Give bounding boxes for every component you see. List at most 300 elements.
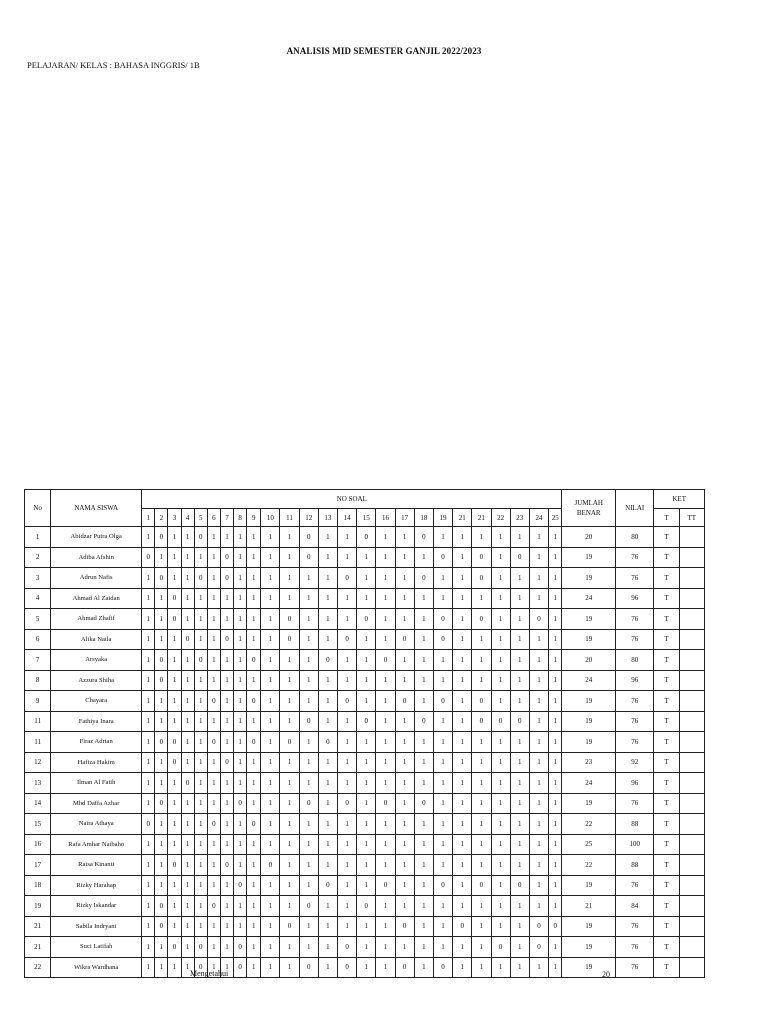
answer-cell: 1 (234, 916, 247, 937)
total-correct: 23 (562, 752, 616, 773)
header-remark: KET (654, 490, 705, 509)
answer-cell: 0 (168, 588, 181, 609)
answer-cell: 1 (234, 773, 247, 794)
answer-cell: 1 (549, 773, 562, 794)
answer-cell: 1 (414, 957, 433, 978)
row-number: 17 (25, 855, 51, 876)
answer-cell: 1 (207, 588, 220, 609)
answer-cell: 0 (155, 568, 168, 589)
answer-cell: 1 (234, 732, 247, 753)
answer-cell: 1 (318, 957, 337, 978)
student-name: Chayara (51, 691, 142, 712)
student-name: Ilman Al Fatih (51, 773, 142, 794)
answer-cell: 1 (142, 916, 155, 937)
answer-cell: 1 (357, 650, 376, 671)
question-number-header: 1 (142, 509, 155, 527)
answer-cell: 1 (453, 527, 472, 548)
answer-cell: 0 (472, 691, 491, 712)
answer-cell: 1 (261, 814, 280, 835)
question-number-header: 21 (472, 509, 491, 527)
answer-cell: 1 (357, 793, 376, 814)
student-name: Adrun Nafis (51, 568, 142, 589)
answer-cell: 1 (433, 650, 452, 671)
answer-cell: 1 (207, 937, 220, 958)
answer-cell: 1 (142, 834, 155, 855)
ket-tuntas: T (654, 896, 679, 917)
total-correct: 24 (562, 670, 616, 691)
answer-cell: 1 (261, 834, 280, 855)
answer-cell: 1 (181, 588, 194, 609)
answer-cell: 1 (433, 855, 452, 876)
answer-cell: 0 (234, 793, 247, 814)
answer-cell: 1 (453, 588, 472, 609)
answer-cell: 0 (433, 629, 452, 650)
question-number-header: 22 (491, 509, 510, 527)
answer-cell: 1 (261, 937, 280, 958)
answer-cell: 1 (220, 814, 233, 835)
answer-cell: 1 (453, 752, 472, 773)
answer-cell: 1 (338, 752, 357, 773)
answer-cell: 1 (181, 814, 194, 835)
answer-cell: 1 (261, 896, 280, 917)
answer-cell: 1 (357, 875, 376, 896)
answer-cell: 1 (299, 650, 318, 671)
answer-cell: 1 (207, 547, 220, 568)
answer-cell: 1 (181, 732, 194, 753)
answer-cell: 1 (207, 773, 220, 794)
answer-cell: 0 (529, 609, 548, 630)
subject-class-label: PELAJARAN/ KELAS : BAHASA INGGRIS/ 1B (27, 60, 200, 70)
answer-cell: 1 (142, 937, 155, 958)
answer-cell: 1 (433, 937, 452, 958)
answer-cell: 1 (261, 629, 280, 650)
answer-cell: 1 (338, 527, 357, 548)
answer-cell: 1 (168, 568, 181, 589)
question-number-header: 6 (207, 509, 220, 527)
ket-tuntas: T (654, 691, 679, 712)
answer-cell: 1 (395, 752, 414, 773)
answer-cell: 1 (529, 773, 548, 794)
answer-cell: 1 (142, 732, 155, 753)
answer-cell: 1 (491, 670, 510, 691)
total-correct: 21 (562, 896, 616, 917)
answer-cell: 1 (247, 629, 261, 650)
total-correct: 19 (562, 547, 616, 568)
total-correct: 19 (562, 957, 616, 978)
answer-cell: 1 (529, 527, 548, 548)
answer-cell: 1 (510, 937, 529, 958)
student-name: Suci Latifah (51, 937, 142, 958)
score-value: 76 (616, 691, 654, 712)
score-value: 76 (616, 793, 654, 814)
answer-cell: 1 (318, 609, 337, 630)
answer-cell: 1 (220, 773, 233, 794)
answer-cell: 0 (433, 609, 452, 630)
answer-cell: 1 (453, 957, 472, 978)
table-row (25, 629, 705, 650)
answer-cell: 0 (414, 568, 433, 589)
score-value: 96 (616, 773, 654, 794)
answer-cell: 1 (168, 527, 181, 548)
answer-cell: 1 (318, 814, 337, 835)
answer-cell: 1 (247, 937, 261, 958)
answer-cell: 0 (299, 527, 318, 548)
ket-tuntas: T (654, 793, 679, 814)
score-value: 76 (616, 629, 654, 650)
row-number: 7 (25, 650, 51, 671)
answer-cell: 1 (247, 957, 261, 978)
answer-cell: 1 (472, 814, 491, 835)
table-row (25, 916, 705, 937)
question-number-header: 21 (453, 509, 472, 527)
ket-tuntas: T (654, 711, 679, 732)
answer-cell: 1 (247, 670, 261, 691)
answer-cell: 1 (155, 875, 168, 896)
answer-cell: 1 (472, 834, 491, 855)
answer-cell: 1 (433, 916, 452, 937)
answer-cell: 1 (491, 691, 510, 712)
table-row (25, 834, 705, 855)
student-name: Naira Athaya (51, 814, 142, 835)
question-number-header: 23 (510, 509, 529, 527)
answer-cell: 1 (529, 547, 548, 568)
answer-cell: 1 (491, 527, 510, 548)
question-number-header: 9 (247, 509, 261, 527)
answer-cell: 1 (280, 875, 299, 896)
answer-cell: 1 (318, 629, 337, 650)
row-number: 15 (25, 814, 51, 835)
answer-cell: 1 (155, 957, 168, 978)
student-name: Rafa Amhar Naibaho (51, 834, 142, 855)
answer-cell: 1 (376, 937, 395, 958)
answer-cell: 0 (247, 650, 261, 671)
student-name: Arsyaka (51, 650, 142, 671)
answer-cell: 1 (395, 711, 414, 732)
answer-cell: 1 (433, 527, 452, 548)
answer-cell: 0 (155, 896, 168, 917)
score-analysis-table (24, 489, 705, 978)
student-name: Hafiza Hakim (51, 752, 142, 773)
question-number-header: 25 (549, 509, 562, 527)
answer-cell: 1 (491, 896, 510, 917)
answer-cell: 1 (155, 855, 168, 876)
answer-cell: 1 (510, 752, 529, 773)
answer-cell: 1 (510, 732, 529, 753)
student-name: Mhd Daffa Azhar (51, 793, 142, 814)
question-number-header: 11 (280, 509, 299, 527)
question-number-header: 24 (529, 509, 548, 527)
answer-cell: 1 (510, 629, 529, 650)
answer-cell: 1 (142, 773, 155, 794)
answer-cell: 1 (376, 588, 395, 609)
answer-cell: 1 (261, 732, 280, 753)
answer-cell: 1 (247, 568, 261, 589)
answer-cell: 1 (220, 588, 233, 609)
answer-cell: 1 (318, 568, 337, 589)
answer-cell: 1 (207, 834, 220, 855)
answer-cell: 0 (395, 916, 414, 937)
answer-cell: 1 (207, 568, 220, 589)
answer-cell: 1 (395, 773, 414, 794)
answer-cell: 0 (299, 957, 318, 978)
answer-cell: 1 (433, 896, 452, 917)
answer-cell: 1 (357, 670, 376, 691)
answer-cell: 1 (433, 793, 452, 814)
table-row (25, 814, 705, 835)
answer-cell: 0 (299, 896, 318, 917)
answer-cell: 1 (142, 527, 155, 548)
answer-cell: 1 (472, 896, 491, 917)
answer-cell: 1 (280, 896, 299, 917)
score-value: 76 (616, 547, 654, 568)
header-score: NILAI (616, 490, 654, 527)
answer-cell: 1 (338, 670, 357, 691)
answer-cell: 1 (529, 793, 548, 814)
answer-cell: 1 (299, 732, 318, 753)
answer-cell: 1 (491, 752, 510, 773)
answer-cell: 0 (194, 527, 207, 548)
answer-cell: 0 (142, 547, 155, 568)
answer-cell: 1 (491, 650, 510, 671)
answer-cell: 1 (529, 814, 548, 835)
student-name: Adiba Afshin (51, 547, 142, 568)
answer-cell: 1 (247, 527, 261, 548)
answer-cell: 1 (376, 670, 395, 691)
answer-cell: 1 (155, 711, 168, 732)
total-correct: 19 (562, 875, 616, 896)
answer-cell: 1 (357, 568, 376, 589)
answer-cell: 1 (142, 896, 155, 917)
answer-cell: 0 (220, 629, 233, 650)
ket-tidak-tuntas (679, 957, 704, 978)
answer-cell: 1 (142, 670, 155, 691)
ket-tuntas: T (654, 855, 679, 876)
table-row (25, 650, 705, 671)
answer-cell: 0 (142, 814, 155, 835)
ket-tidak-tuntas (679, 691, 704, 712)
answer-cell: 1 (220, 793, 233, 814)
answer-cell: 1 (510, 691, 529, 712)
answer-cell: 1 (234, 752, 247, 773)
answer-cell: 1 (414, 691, 433, 712)
answer-cell: 1 (414, 773, 433, 794)
question-number-header: 13 (318, 509, 337, 527)
answer-cell: 1 (247, 916, 261, 937)
answer-cell: 1 (433, 834, 452, 855)
answer-cell: 1 (453, 937, 472, 958)
answer-cell: 0 (433, 691, 452, 712)
answer-cell: 1 (357, 732, 376, 753)
answer-cell: 1 (234, 670, 247, 691)
answer-cell: 1 (510, 609, 529, 630)
answer-cell: 1 (549, 711, 562, 732)
answer-cell: 0 (280, 629, 299, 650)
answer-cell: 1 (529, 711, 548, 732)
answer-cell: 1 (234, 568, 247, 589)
ket-tidak-tuntas (679, 568, 704, 589)
answer-cell: 0 (357, 711, 376, 732)
row-number: 11 (25, 732, 51, 753)
answer-cell: 0 (357, 896, 376, 917)
answer-cell: 0 (168, 752, 181, 773)
answer-cell: 1 (433, 568, 452, 589)
answer-cell: 1 (453, 875, 472, 896)
answer-cell: 1 (207, 711, 220, 732)
row-number: 4 (25, 588, 51, 609)
answer-cell: 1 (357, 629, 376, 650)
answer-cell: 1 (395, 588, 414, 609)
answer-cell: 0 (194, 568, 207, 589)
score-value: 80 (616, 650, 654, 671)
total-correct: 22 (562, 814, 616, 835)
answer-cell: 0 (414, 793, 433, 814)
answer-cell: 1 (376, 711, 395, 732)
question-number-header: 17 (395, 509, 414, 527)
answer-cell: 1 (299, 855, 318, 876)
answer-cell: 0 (376, 875, 395, 896)
answer-cell: 1 (318, 793, 337, 814)
answer-cell: 1 (549, 834, 562, 855)
answer-cell: 1 (338, 916, 357, 937)
answer-cell: 1 (280, 711, 299, 732)
answer-cell: 1 (453, 732, 472, 753)
ket-tuntas: T (654, 629, 679, 650)
answer-cell: 1 (395, 732, 414, 753)
answer-cell: 1 (247, 834, 261, 855)
answer-cell: 1 (155, 773, 168, 794)
row-number: 14 (25, 793, 51, 814)
ket-tuntas: T (654, 814, 679, 835)
answer-cell: 1 (194, 773, 207, 794)
answer-cell: 1 (220, 834, 233, 855)
answer-cell: 0 (318, 732, 337, 753)
answer-cell: 0 (338, 629, 357, 650)
table-row (25, 547, 705, 568)
answer-cell: 1 (181, 691, 194, 712)
ket-tuntas: T (654, 609, 679, 630)
answer-cell: 1 (168, 814, 181, 835)
answer-cell: 0 (168, 732, 181, 753)
answer-cell: 1 (318, 773, 337, 794)
row-number: 2 (25, 547, 51, 568)
ket-tuntas: T (654, 957, 679, 978)
answer-cell: 1 (433, 711, 452, 732)
student-name: Alika Naila (51, 629, 142, 650)
answer-cell: 1 (549, 670, 562, 691)
answer-cell: 1 (234, 629, 247, 650)
answer-cell: 1 (338, 732, 357, 753)
answer-cell: 1 (261, 957, 280, 978)
table-row (25, 711, 705, 732)
answer-cell: 1 (247, 773, 261, 794)
answer-cell: 1 (247, 875, 261, 896)
answer-cell: 1 (510, 916, 529, 937)
answer-cell: 1 (472, 773, 491, 794)
answer-cell: 1 (491, 957, 510, 978)
score-value: 92 (616, 752, 654, 773)
answer-cell: 1 (549, 937, 562, 958)
answer-cell: 0 (234, 937, 247, 958)
ket-tuntas: T (654, 937, 679, 958)
total-correct: 19 (562, 629, 616, 650)
answer-cell: 1 (181, 711, 194, 732)
answer-cell: 1 (376, 691, 395, 712)
answer-cell: 1 (261, 670, 280, 691)
question-number-header: 16 (376, 509, 395, 527)
answer-cell: 1 (220, 609, 233, 630)
answer-cell: 1 (510, 650, 529, 671)
ket-tuntas: T (654, 588, 679, 609)
header-question-number: NO SOAL (142, 490, 562, 509)
answer-cell: 1 (357, 937, 376, 958)
student-name: Rizky Harahap (51, 875, 142, 896)
answer-cell: 1 (280, 568, 299, 589)
answer-cell: 1 (338, 896, 357, 917)
answer-cell: 0 (261, 855, 280, 876)
answer-cell: 1 (247, 855, 261, 876)
answer-cell: 0 (395, 629, 414, 650)
score-value: 76 (616, 609, 654, 630)
answer-cell: 1 (318, 711, 337, 732)
answer-cell: 1 (299, 670, 318, 691)
answer-cell: 1 (318, 527, 337, 548)
answer-cell: 1 (318, 670, 337, 691)
question-number-header: 19 (433, 509, 452, 527)
answer-cell: 1 (280, 527, 299, 548)
answer-cell: 1 (453, 609, 472, 630)
answer-cell: 1 (299, 752, 318, 773)
table-row (25, 568, 705, 589)
ket-tidak-tuntas (679, 670, 704, 691)
answer-cell: 1 (194, 732, 207, 753)
answer-cell: 1 (181, 568, 194, 589)
answer-cell: 1 (299, 875, 318, 896)
answer-cell: 1 (155, 609, 168, 630)
answer-cell: 1 (376, 629, 395, 650)
answer-cell: 1 (414, 814, 433, 835)
answer-cell: 0 (472, 609, 491, 630)
score-value: 88 (616, 855, 654, 876)
answer-cell: 1 (338, 834, 357, 855)
answer-cell: 1 (194, 670, 207, 691)
ket-tidak-tuntas (679, 814, 704, 835)
ket-tidak-tuntas (679, 588, 704, 609)
answer-cell: 1 (299, 937, 318, 958)
answer-cell: 1 (181, 855, 194, 876)
table-row (25, 527, 705, 548)
student-name: Abidzar Putra Olga (51, 527, 142, 548)
answer-cell: 1 (261, 609, 280, 630)
answer-cell: 1 (338, 609, 357, 630)
answer-cell: 1 (472, 732, 491, 753)
answer-cell: 1 (376, 527, 395, 548)
answer-cell: 1 (549, 814, 562, 835)
answer-cell: 1 (529, 834, 548, 855)
answer-cell: 1 (194, 855, 207, 876)
answer-cell: 0 (207, 814, 220, 835)
answer-cell: 1 (376, 896, 395, 917)
answer-cell: 1 (414, 875, 433, 896)
score-value: 76 (616, 568, 654, 589)
ket-tuntas: T (654, 547, 679, 568)
answer-cell: 1 (261, 691, 280, 712)
answer-cell: 1 (510, 896, 529, 917)
answer-cell: 1 (529, 650, 548, 671)
student-name: Sabila Indryani (51, 916, 142, 937)
answer-cell: 1 (168, 957, 181, 978)
total-correct: 19 (562, 691, 616, 712)
ket-tidak-tuntas (679, 650, 704, 671)
